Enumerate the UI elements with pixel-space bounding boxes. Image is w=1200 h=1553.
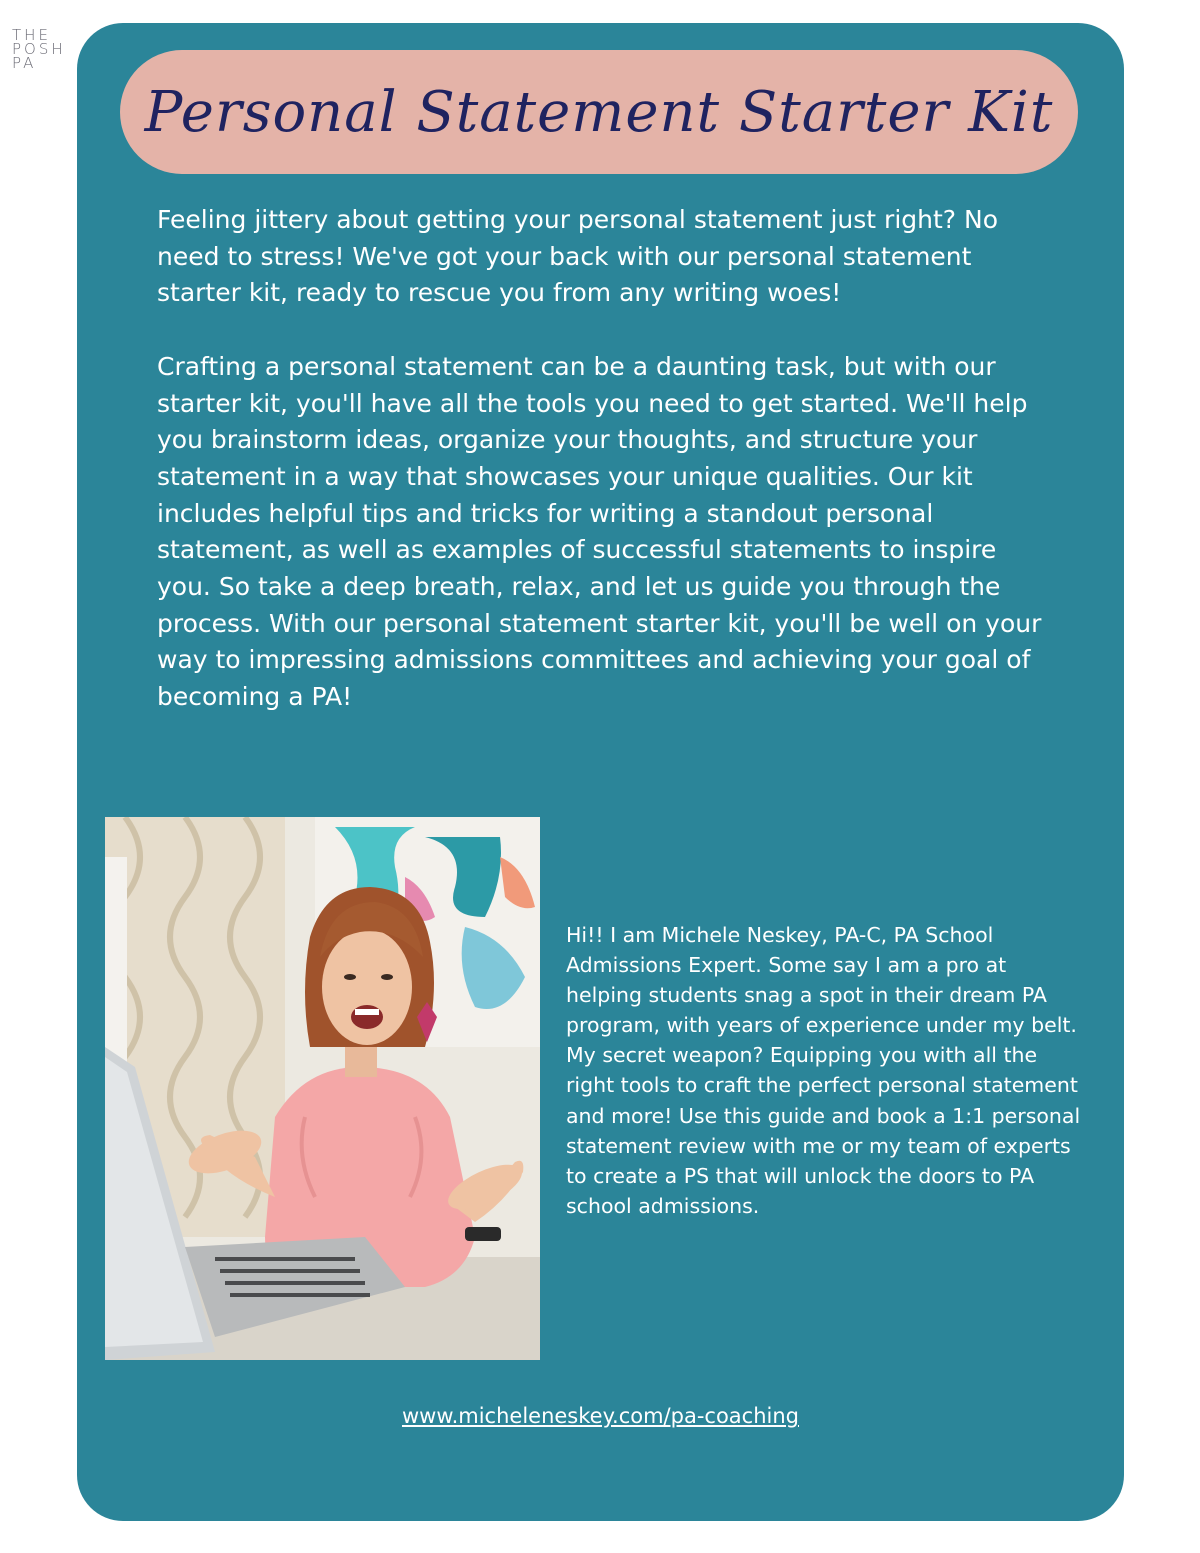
intro-paragraph-2: Crafting a personal statement can be a daunting task, but with our starter kit, you'll have all the tools you need to get started. We'll help you brainstorm ideas, organize your thoughts, and structure your statement in a way that showcases your unique qualities. Our kit includes helpful tips and tricks for writing a standout personal statement, as well as examples of successful statements to inspire you. So take a deep breath, relax, and let us guide you through the process. With our personal statement starter kit, you'll be well on your way to impressing admissions committees and achieving your goal of becoming a PA!: [157, 351, 1042, 712]
content-card: [77, 23, 1124, 1521]
logo-line-2: POSH: [12, 40, 66, 58]
logo-line-3: PA: [12, 54, 37, 72]
coach-photo: [105, 817, 540, 1360]
logo-line-1: THE: [12, 26, 51, 44]
brand-logo: [12, 28, 66, 70]
title-banner: [120, 50, 1078, 174]
bio-text: Hi!! I am Michele Neskey, PA-C, PA School Admissions Expert. Some say I am a pro at helping students snag a spot in their dream PA program, with years of experience under my belt. My secret weapon? Equipping you with all the right tools to craft the perfect personal statement and more! Use this guide and book a 1:1 personal statement review with me or my team of experts to create a PS that will unlock the doors to PA school admissions.: [566, 923, 1081, 1218]
intro-text: [157, 202, 1057, 716]
coach-photo-illustration: [105, 817, 540, 1360]
coaching-link[interactable]: www.micheleneskey.com/pa-coaching: [401, 1404, 799, 1428]
intro-paragraph-1: Feeling jittery about getting your personal statement just right? No need to stress! We've got your back with our personal statement starter kit, ready to rescue you from any writing woes!: [157, 205, 999, 308]
page-title: Personal Statement Starter Kit: [144, 79, 1054, 145]
